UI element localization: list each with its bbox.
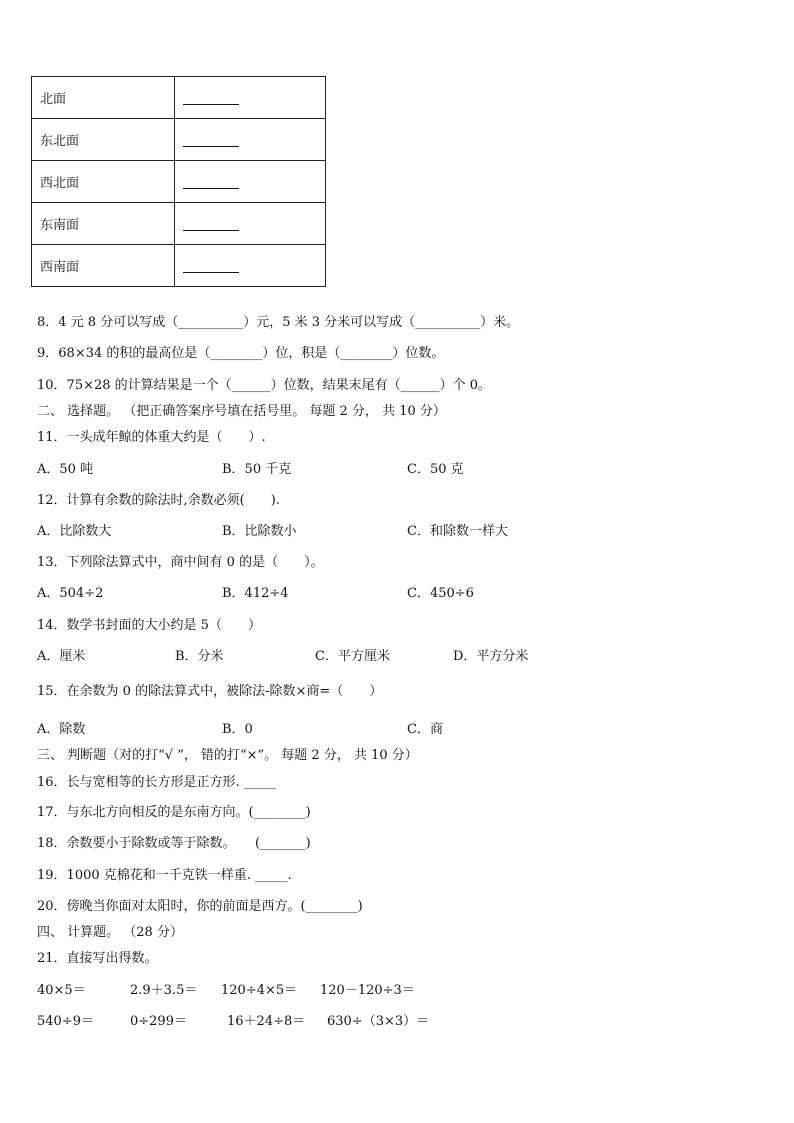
blank-line: [183, 90, 239, 105]
question-14-option-b: B．分米: [175, 649, 224, 664]
answer-blank[interactable]: [175, 203, 326, 245]
answer-blank[interactable]: [175, 77, 326, 119]
question-13-stem: 13．下列除法算式中，商中间有 0 的是（ ）。: [37, 555, 324, 570]
table-row: [32, 77, 326, 119]
question-8: 8．4 元 8 分可以写成（__________）元，5 米 3 分米可以写成（__________）米。: [37, 315, 520, 330]
question-18: 18．余数要小于除数或等于除数。 (_______): [37, 836, 311, 851]
question-10: 10．75×28 的计算结果是一个（______）位数，结果末尾有（______）个 0。: [37, 378, 492, 393]
question-12-option-b: B．比除数小: [222, 524, 297, 539]
answer-blank[interactable]: [175, 245, 326, 287]
direction-label: 东北面: [32, 119, 175, 161]
question-12-option-c: C．和除数一样大: [407, 524, 508, 539]
question-11-option-c: C．50 克: [407, 462, 464, 477]
answer-blank[interactable]: [175, 119, 326, 161]
calc-item: 40×5＝: [37, 983, 86, 998]
table-row: [32, 161, 326, 203]
question-13-option-c: C．450÷6: [407, 586, 474, 601]
question-11-stem: 11．一头成年鲸的体重大约是（ ）.: [37, 430, 266, 445]
calc-item: 630÷（3×3）＝: [327, 1014, 430, 1029]
question-21-stem: 21．直接写出得数。: [37, 951, 158, 966]
question-9: 9．68×34 的积的最高位是（________）位，积是（________）位数。: [37, 346, 445, 361]
direction-label: 北面: [32, 77, 175, 119]
question-17: 17．与东北方向相反的是东南方向。(________): [37, 805, 311, 820]
blank-line: [183, 174, 239, 189]
question-11-option-b: B．50 千克: [222, 462, 292, 477]
answer-blank[interactable]: [175, 161, 326, 203]
direction-label: 西北面: [32, 161, 175, 203]
calc-item: 16＋24÷8＝: [227, 1014, 306, 1029]
section-2-heading: 二、 选择题。 （把正确答案序号填在括号里。 每题 2 分， 共 10 分）: [37, 404, 446, 419]
calc-item: 120÷4×5＝: [221, 983, 298, 998]
question-13-option-a: A．504÷2: [37, 586, 104, 601]
direction-label: 西南面: [32, 245, 175, 287]
blank-line: [183, 132, 239, 147]
question-12-stem: 12．计算有余数的除法时,余数必须( ).: [37, 493, 280, 508]
direction-label: 东南面: [32, 203, 175, 245]
direction-table: [31, 76, 326, 287]
table-row: [32, 119, 326, 161]
table-row: [32, 245, 326, 287]
calc-item: 2.9＋3.5＝: [130, 983, 198, 998]
question-14-option-d: D．平方分米: [453, 649, 529, 664]
question-20: 20．傍晚当你面对太阳时，你的前面是西方。(________): [37, 899, 363, 914]
question-11-option-a: A．50 吨: [37, 462, 94, 477]
question-14-option-c: C．平方厘米: [315, 649, 390, 664]
question-15-option-c: C．商: [407, 722, 443, 737]
question-15-stem: 15．在余数为 0 的除法算式中，被除法-除数×商=（ ）: [37, 684, 383, 699]
question-13-option-b: B．412÷4: [222, 586, 289, 601]
calc-item: 120－120÷3＝: [320, 983, 415, 998]
question-15-option-b: B．0: [222, 722, 253, 737]
section-4-heading: 四、 计算题。 （28 分）: [37, 925, 183, 940]
question-14-option-a: A．厘米: [37, 649, 86, 664]
question-12-option-a: A．比除数大: [37, 524, 112, 539]
question-16: 16．长与宽相等的长方形是正方形. _____: [37, 775, 277, 790]
question-14-stem: 14．数学书封面的大小约是 5（ ）: [37, 618, 261, 633]
blank-line: [183, 258, 239, 273]
calc-item: 0÷299＝: [130, 1014, 187, 1029]
question-15-option-a: A．除数: [37, 722, 86, 737]
blank-line: [183, 216, 239, 231]
question-19: 19．1000 克棉花和一千克铁一样重. _____.: [37, 868, 292, 883]
table-row: [32, 203, 326, 245]
calc-item: 540÷9＝: [37, 1014, 94, 1029]
section-3-heading: 三、 判断题（对的打“√ ”， 错的打“×”。 每题 2 分， 共 10 分）: [37, 748, 418, 763]
